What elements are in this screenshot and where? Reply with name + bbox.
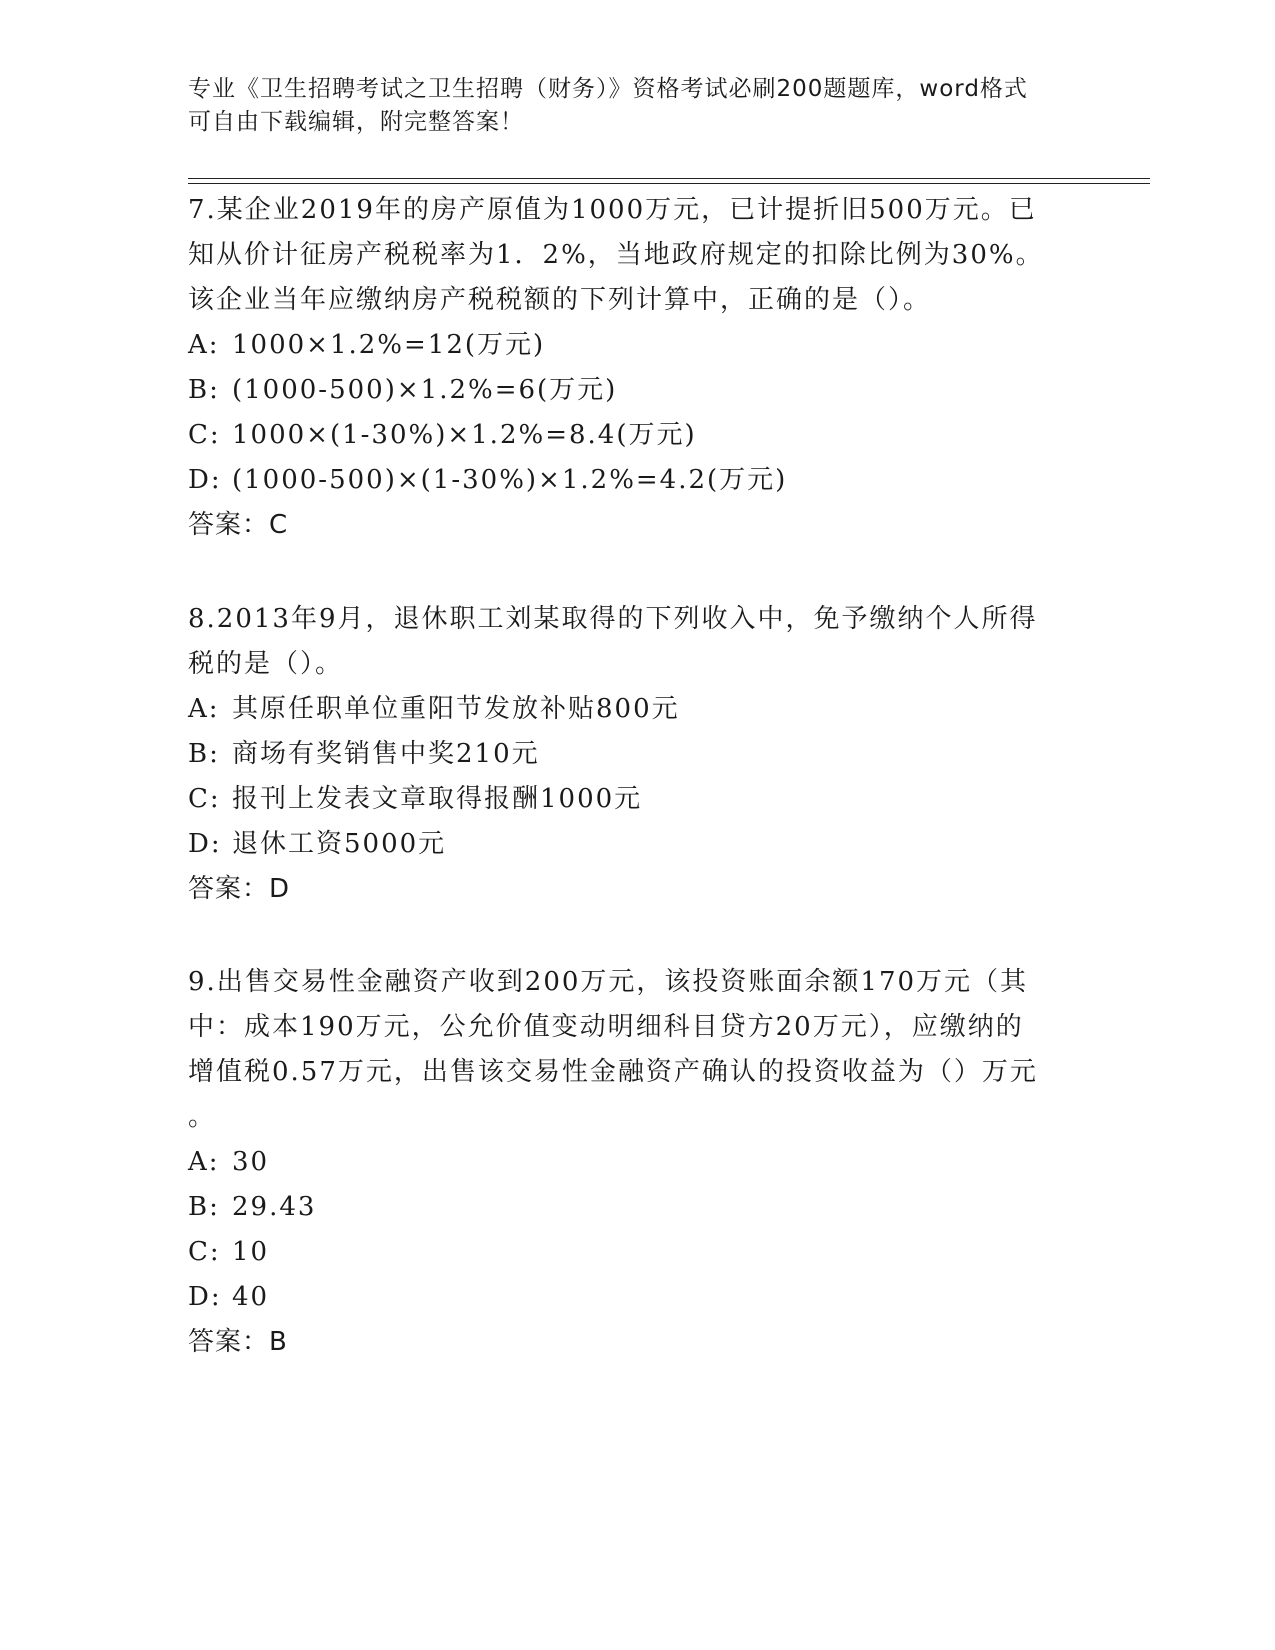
option-d xyxy=(188,458,1088,503)
option-a xyxy=(188,323,1088,368)
option-b xyxy=(188,1185,1088,1230)
option-letter: D: xyxy=(188,1282,222,1312)
option-letter: B: xyxy=(188,375,220,405)
answer-line: 答案：D xyxy=(188,874,291,904)
option-text: 29.43 xyxy=(232,1192,317,1222)
option-text: 40 xyxy=(232,1282,270,1312)
question-text-line: 中：成本190万元，公允价值变动明细科目贷方20万元），应缴纳的 xyxy=(188,1012,1024,1042)
answer-line: 答案：C xyxy=(188,510,289,540)
question-text-line: 税的是（）。 xyxy=(188,649,344,679)
answer-line: 答案：B xyxy=(188,1327,288,1357)
option-text: 报刊上发表文章取得报酬1000元 xyxy=(232,784,643,814)
header-divider-bottom xyxy=(188,183,1150,184)
option-text: 1000×(1-30%)×1.2%=8.4(万元) xyxy=(232,420,697,450)
option-letter: C: xyxy=(188,784,221,814)
document-header xyxy=(188,73,1068,139)
question-text-line: 知从价计征房产税税率为1．2%，当地政府规定的扣除比例为30%。 xyxy=(188,240,1044,270)
option-b xyxy=(188,732,1088,777)
option-text: 10 xyxy=(232,1237,270,1267)
option-letter: A: xyxy=(188,1147,220,1177)
question-text-line: 该企业当年应缴纳房产税税额的下列计算中，正确的是（）。 xyxy=(188,285,932,315)
option-text: 30 xyxy=(232,1147,270,1177)
option-c xyxy=(188,413,1088,458)
question-text-line: 8.2013年9月，退休职工刘某取得的下列收入中，免予缴纳个人所得 xyxy=(188,604,1038,634)
option-letter: B: xyxy=(188,1192,220,1222)
option-text: 商场有奖销售中奖210元 xyxy=(232,739,540,769)
option-d xyxy=(188,822,1088,867)
option-letter: D: xyxy=(188,829,222,859)
option-c xyxy=(188,1230,1088,1275)
question-text-line: 9.出售交易性金融资产收到200万元，该投资账面余额170万元（其 xyxy=(188,967,1029,997)
question-8 xyxy=(188,597,1088,912)
question-text-line: 。 xyxy=(188,1102,217,1132)
option-a xyxy=(188,1140,1088,1185)
option-text: 1000×1.2%=12(万元) xyxy=(232,330,546,360)
option-text: 其原任职单位重阳节发放补贴800元 xyxy=(232,694,680,724)
header-divider-top xyxy=(188,178,1150,179)
option-letter: A: xyxy=(188,694,220,724)
question-7 xyxy=(188,188,1088,548)
question-9 xyxy=(188,960,1088,1365)
option-letter: A: xyxy=(188,330,220,360)
option-text: (1000-500)×(1-30%)×1.2%=4.2(万元) xyxy=(232,465,788,495)
option-c xyxy=(188,777,1088,822)
header-line-1: 专业《卫生招聘考试之卫生招聘（财务）》资格考试必刷200题题库，word格式 xyxy=(188,76,1028,102)
header-line-2: 可自由下载编辑，附完整答案！ xyxy=(188,109,524,135)
question-text-line: 7.某企业2019年的房产原值为1000万元，已计提折旧500万元。已 xyxy=(188,195,1037,225)
option-letter: C: xyxy=(188,420,221,450)
option-letter: C: xyxy=(188,1237,221,1267)
option-b xyxy=(188,368,1088,413)
option-text: 退休工资5000元 xyxy=(232,829,447,859)
option-a xyxy=(188,687,1088,732)
option-letter: B: xyxy=(188,739,220,769)
option-letter: D: xyxy=(188,465,222,495)
option-text: (1000-500)×1.2%=6(万元) xyxy=(232,375,618,405)
question-text-line: 增值税0.57万元，出售该交易性金融资产确认的投资收益为（）万元 xyxy=(188,1057,1038,1087)
option-d xyxy=(188,1275,1088,1320)
